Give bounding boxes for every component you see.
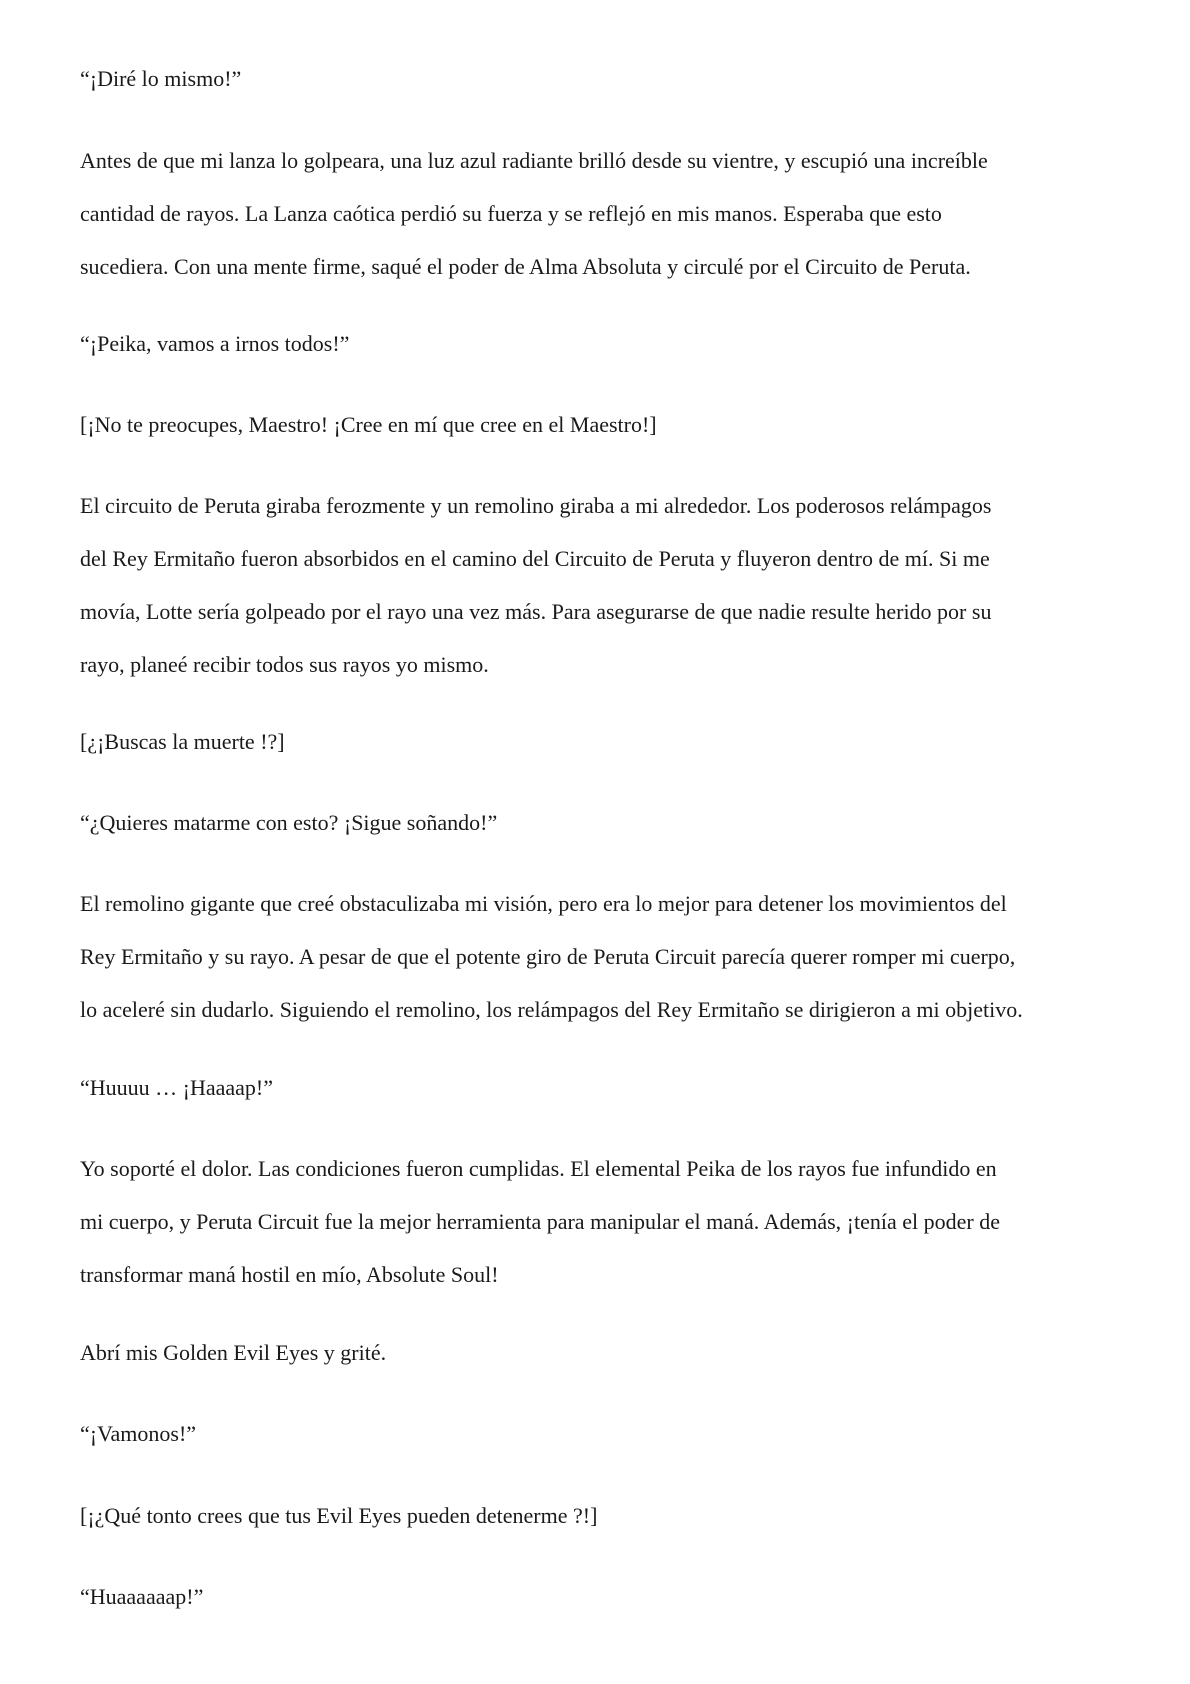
paragraph-line: El remolino gigante que creé obstaculizaba mi visión, pero era lo mejor para detener los movimientos del [80, 891, 1007, 916]
dialogue-line: “¿Quieres matarme con esto? ¡Sigue soñando!” [80, 810, 498, 835]
dialogue-line: “¡Diré lo mismo!” [80, 66, 242, 91]
paragraph-line: Antes de que mi lanza lo golpeara, una luz azul radiante brilló desde su vientre, y escupió una increíble [80, 148, 988, 173]
paragraph-line: lo aceleré sin dudarlo. Siguiendo el remolino, los relámpagos del Rey Ermitaño se dirigieron a mi objetivo. [80, 997, 1023, 1022]
paragraph-line: mi cuerpo, y Peruta Circuit fue la mejor herramienta para manipular el maná. Además, ¡tenía el poder de [80, 1209, 1000, 1234]
paragraph-line: del Rey Ermitaño fueron absorbidos en el camino del Circuito de Peruta y fluyeron dentro de mí. Si me [80, 546, 990, 571]
paragraph-line: rayo, planeé recibir todos sus rayos yo mismo. [80, 652, 489, 677]
paragraph-line: cantidad de rayos. La Lanza caótica perdió su fuerza y se reflejó en mis manos. Esperaba que esto [80, 201, 942, 226]
dialogue-line: [¿¡Buscas la muerte !?] [80, 729, 285, 754]
dialogue-line: “Huuuu … ¡Haaaap!” [80, 1075, 274, 1100]
dialogue-line: [¡¿Qué tonto crees que tus Evil Eyes pueden detenerme ?!] [80, 1503, 598, 1528]
paragraph-line: Yo soporté el dolor. Las condiciones fueron cumplidas. El elemental Peika de los rayos fue infundido en [80, 1156, 997, 1181]
paragraph-line: Abrí mis Golden Evil Eyes y grité. [80, 1340, 387, 1365]
dialogue-line: [¡No te preocupes, Maestro! ¡Cree en mí que cree en el Maestro!] [80, 412, 657, 437]
paragraph-line: Rey Ermitaño y su rayo. A pesar de que el potente giro de Peruta Circuit parecía querer romper mi cuerpo, [80, 944, 1016, 969]
dialogue-line: “Huaaaaaap!” [80, 1584, 204, 1609]
paragraph-line: El circuito de Peruta giraba ferozmente y un remolino giraba a mi alrededor. Los poderosos relámpagos [80, 493, 992, 518]
paragraph-line: transformar maná hostil en mío, Absolute Soul! [80, 1262, 499, 1287]
paragraph-line: movía, Lotte sería golpeado por el rayo una vez más. Para asegurarse de que nadie resulte herido por su [80, 599, 992, 624]
dialogue-line: “¡Peika, vamos a irnos todos!” [80, 331, 350, 356]
paragraph-line: sucediera. Con una mente firme, saqué el poder de Alma Absoluta y circulé por el Circuito de Peruta. [80, 254, 971, 279]
dialogue-line: “¡Vamonos!” [80, 1421, 197, 1446]
